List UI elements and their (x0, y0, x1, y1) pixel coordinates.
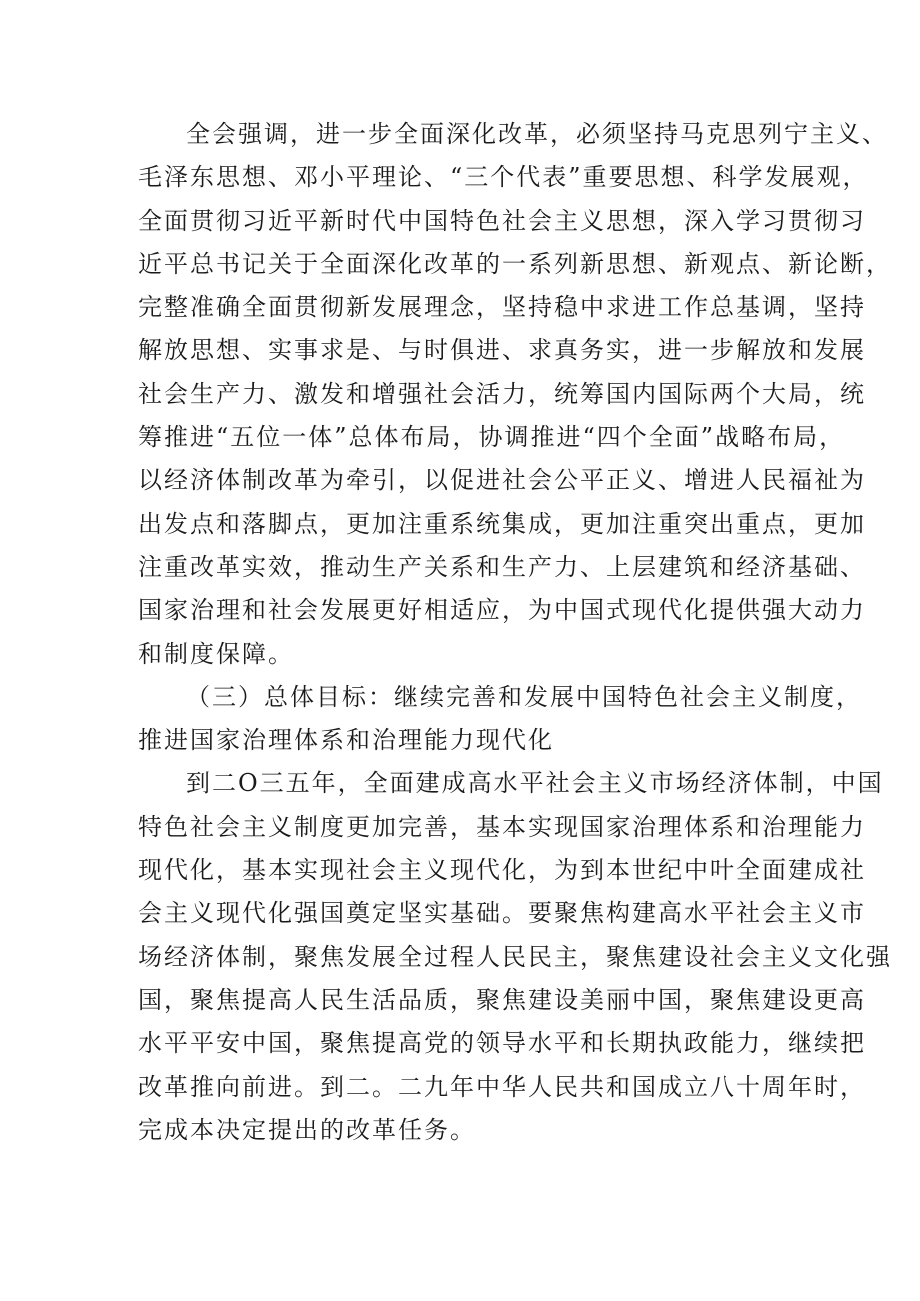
text-line: 现代化，基本实现社会主义现代化，为到本世纪中叶全面建成社 (138, 856, 866, 885)
text-line: 全面贯彻习近平新时代中国特色社会主义思想，深入学习贯彻习 (138, 206, 866, 235)
text-line: 出发点和落脚点，更加注重系统集成，更加注重突出重点，更加 (138, 509, 866, 538)
heading-line: 推进国家治理体系和治理能力现代化 (138, 726, 554, 755)
document-body (138, 113, 892, 1152)
text-line: 和制度保障。 (138, 639, 294, 668)
text-line: 以经济体制改革为牵引，以促进社会公平正义、增进人民福祉为 (138, 466, 866, 495)
text-line: 场经济体制，聚焦发展全过程人民民主，聚焦建设社会主义文化强 (138, 942, 892, 971)
text-line: 注重改革实效，推动生产关系和生产力、上层建筑和经济基础、 (138, 552, 866, 581)
heading-line: （三）总体目标：继续完善和发展中国特色社会主义制度， (186, 682, 862, 711)
text-line: 解放思想、实事求是、与时俱进、求真务实，进一步解放和发展 (138, 336, 866, 365)
text-line: 完整准确全面贯彻新发展理念，坚持稳中求进工作总基调，坚持 (138, 293, 866, 322)
text-line: 水平平安中国，聚焦提高党的领导水平和长期执政能力，继续把 (138, 1029, 866, 1058)
text-line: 全会强调，进一步全面深化改革，必须坚持马克思列宁主义、 (186, 120, 888, 148)
text-line: 特色社会主义制度更加完善，基本实现国家治理体系和治理能力 (138, 812, 866, 841)
paragraph-plenary-emphasis (138, 113, 892, 676)
text-line: 改革推向前进。到二。二九年中华人民共和国成立八十周年时， (138, 1072, 866, 1101)
text-line: 到二O三五年，全面建成高水平社会主义市场经济体制，中国 (186, 769, 884, 798)
section-heading-overall-goal (138, 676, 862, 763)
text-line: 近平总书记关于全面深化改革的一系列新思想、新观点、新论断， (138, 249, 892, 278)
text-line: 会主义现代化强国奠定坚实基础。要聚焦构建高水平社会主义市 (138, 899, 866, 928)
text-line: 社会生产力、激发和增强社会活力，统筹国内国际两个大局，统 (138, 379, 866, 408)
text-line: 毛泽东思想、邓小平理论、“三个代表”重要思想、科学发展观， (138, 163, 869, 192)
paragraph-2035-goal (138, 762, 892, 1152)
text-line: 筹推进“五位一体”总体布局，协调推进“四个全面”战略布局， (138, 423, 846, 452)
text-line: 国，聚焦提高人民生活品质，聚焦建设美丽中国，聚焦建设更高 (138, 985, 866, 1014)
text-line: 国家治理和社会发展更好相适应，为中国式现代化提供强大动力 (138, 596, 866, 625)
text-line: 完成本决定提出的改革任务。 (138, 1115, 476, 1144)
